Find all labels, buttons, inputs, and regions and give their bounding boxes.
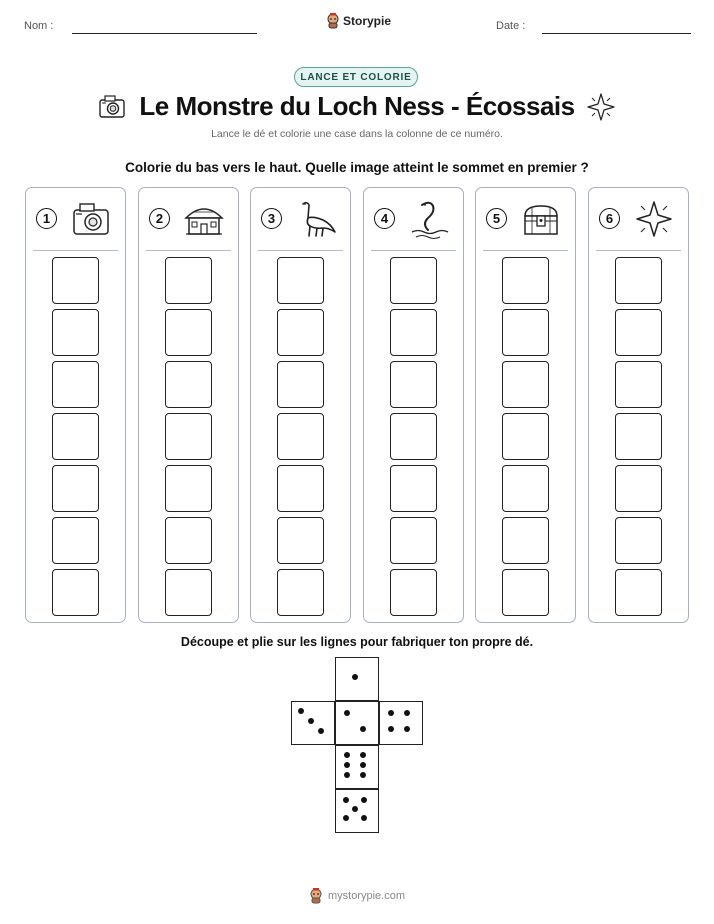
- column-4: [363, 187, 464, 623]
- dice-pip: [344, 762, 350, 768]
- column-number: 6: [599, 208, 620, 229]
- color-cell[interactable]: [277, 569, 324, 616]
- column-header: [26, 188, 125, 250]
- dice-pip: [404, 710, 410, 716]
- page-subtitle: Lance le dé et colorie une case dans la colonne de ce numéro.: [211, 128, 503, 140]
- color-cell[interactable]: [502, 465, 549, 512]
- dice-pip: [343, 815, 349, 821]
- dice-pip: [361, 815, 367, 821]
- color-cell[interactable]: [390, 517, 437, 564]
- column-1: [25, 187, 126, 623]
- column-3: [250, 187, 351, 623]
- color-cell[interactable]: [52, 569, 99, 616]
- game-instruction: Colorie du bas vers le haut. Quelle image atteint le sommet en premier ?: [125, 160, 589, 175]
- column-header: [139, 188, 238, 250]
- color-cell[interactable]: [390, 569, 437, 616]
- color-cell[interactable]: [502, 257, 549, 304]
- column-divider: [146, 250, 231, 251]
- column-header: [476, 188, 575, 250]
- column-divider: [596, 250, 681, 251]
- footer-url[interactable]: mystorypie.com: [327, 890, 406, 902]
- color-cell[interactable]: [165, 465, 212, 512]
- color-cell[interactable]: [390, 465, 437, 512]
- dice-pip: [344, 752, 350, 758]
- color-cell[interactable]: [165, 257, 212, 304]
- camera-icon: [70, 198, 112, 240]
- dice-pip: [344, 710, 350, 716]
- column-divider: [371, 250, 456, 251]
- sparkle-icon: [633, 198, 675, 240]
- color-cell[interactable]: [52, 465, 99, 512]
- color-cell[interactable]: [615, 309, 662, 356]
- dice-face: [335, 657, 379, 701]
- dice-pip: [360, 762, 366, 768]
- color-cell[interactable]: [615, 569, 662, 616]
- column-divider: [33, 250, 118, 251]
- color-cell[interactable]: [502, 309, 549, 356]
- color-cell[interactable]: [52, 413, 99, 460]
- color-cell[interactable]: [615, 413, 662, 460]
- dice-pip: [360, 752, 366, 758]
- color-cell[interactable]: [615, 257, 662, 304]
- cut-instruction: Découpe et plie sur les lignes pour fabriquer ton propre dé.: [180, 635, 534, 649]
- title-sparkle-icon: [586, 92, 616, 122]
- color-cell[interactable]: [165, 309, 212, 356]
- treasure-chest-icon: [520, 198, 562, 240]
- dice-pip: [388, 726, 394, 732]
- dice-pip: [308, 718, 314, 724]
- color-cell[interactable]: [390, 413, 437, 460]
- column-divider: [258, 250, 343, 251]
- page-title: Le Monstre du Loch Ness - Écossais: [139, 91, 575, 121]
- color-cell[interactable]: [277, 413, 324, 460]
- color-cell[interactable]: [502, 413, 549, 460]
- dinosaur-icon: [295, 198, 337, 240]
- color-cell[interactable]: [52, 309, 99, 356]
- dice-pip: [343, 797, 349, 803]
- column-number: 1: [36, 208, 57, 229]
- color-cell[interactable]: [390, 361, 437, 408]
- dice-face: [335, 745, 379, 789]
- color-cell[interactable]: [165, 361, 212, 408]
- dice-face: [379, 701, 423, 745]
- dice-face: [335, 789, 379, 833]
- dice-pip: [388, 710, 394, 716]
- brand-name: Storypie: [343, 14, 392, 28]
- column-number: 5: [486, 208, 507, 229]
- color-cell[interactable]: [52, 517, 99, 564]
- color-cell[interactable]: [502, 517, 549, 564]
- column-header: [364, 188, 463, 250]
- column-number: 4: [374, 208, 395, 229]
- column-number: 3: [261, 208, 282, 229]
- color-cell[interactable]: [390, 257, 437, 304]
- dice-pip: [298, 708, 304, 714]
- color-cell[interactable]: [165, 413, 212, 460]
- name-line[interactable]: [72, 33, 257, 34]
- column-header: [251, 188, 350, 250]
- color-cell[interactable]: [615, 517, 662, 564]
- date-label: Date :: [496, 20, 526, 32]
- dice-pip: [360, 726, 366, 732]
- activity-tag: LANCE ET COLORIE: [294, 67, 418, 87]
- column-divider: [483, 250, 568, 251]
- column-2: [138, 187, 239, 623]
- dice-pip: [404, 726, 410, 732]
- storypie-mascot-icon: [309, 888, 323, 904]
- dice-face: [335, 701, 379, 745]
- color-cell[interactable]: [165, 569, 212, 616]
- column-5: [475, 187, 576, 623]
- dice-pip: [360, 772, 366, 778]
- color-cell[interactable]: [277, 465, 324, 512]
- color-cell[interactable]: [502, 569, 549, 616]
- color-cell[interactable]: [615, 361, 662, 408]
- column-6: [588, 187, 689, 623]
- footer: [0, 888, 714, 904]
- dice-pip: [361, 797, 367, 803]
- storypie-mascot-icon: [326, 13, 340, 29]
- dice-pip: [344, 772, 350, 778]
- date-line[interactable]: [542, 33, 691, 34]
- color-cell[interactable]: [277, 309, 324, 356]
- color-cell[interactable]: [390, 309, 437, 356]
- dice-face: [291, 701, 335, 745]
- thatched-cottage-icon: [183, 198, 225, 240]
- color-cell[interactable]: [502, 361, 549, 408]
- color-cell[interactable]: [52, 361, 99, 408]
- loch-ness-monster-icon: [408, 198, 450, 240]
- color-cell[interactable]: [165, 517, 212, 564]
- dice-pip: [318, 728, 324, 734]
- dice-pip: [352, 674, 358, 680]
- color-cell[interactable]: [52, 257, 99, 304]
- color-cell[interactable]: [277, 257, 324, 304]
- color-cell[interactable]: [615, 465, 662, 512]
- column-number: 2: [149, 208, 170, 229]
- dice-pip: [352, 806, 358, 812]
- name-label: Nom :: [24, 20, 54, 32]
- color-cell[interactable]: [277, 517, 324, 564]
- brand-logo: [326, 13, 391, 29]
- column-header: [589, 188, 688, 250]
- color-cell[interactable]: [277, 361, 324, 408]
